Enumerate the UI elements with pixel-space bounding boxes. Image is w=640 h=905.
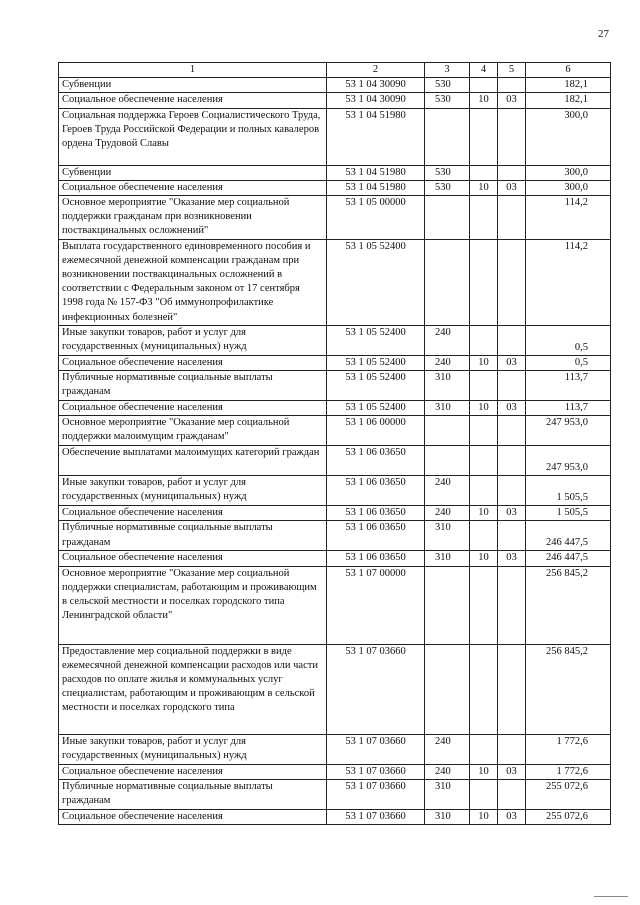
row-subsection	[498, 734, 526, 764]
row-code: 53 1 07 00000	[327, 566, 425, 644]
row-amount: 300,0	[526, 108, 611, 165]
row-subsection: 03	[498, 355, 526, 370]
row-subsection	[498, 325, 526, 355]
page-number: 27	[598, 28, 609, 40]
row-code: 53 1 05 52400	[327, 325, 425, 355]
table-row	[59, 108, 611, 165]
row-name: Субвенции	[59, 78, 327, 93]
row-amount: 255 072,6	[526, 779, 611, 809]
table-row	[59, 551, 611, 566]
row-subsection	[498, 521, 526, 551]
row-expense-type	[425, 644, 470, 734]
row-section	[470, 165, 498, 180]
row-name: Социальное обеспечение населения	[59, 506, 327, 521]
row-code: 53 1 07 03660	[327, 764, 425, 779]
row-code: 53 1 06 03650	[327, 506, 425, 521]
row-name: Обеспечение выплатами малоимущих категорий граждан	[59, 446, 327, 476]
table-row	[59, 809, 611, 824]
row-subsection: 03	[498, 180, 526, 195]
scan-edge-mark	[594, 896, 628, 897]
row-amount: 114,2	[526, 239, 611, 325]
row-name: Социальное обеспечение населения	[59, 551, 327, 566]
header-col-4: 4	[470, 63, 498, 78]
row-name: Субвенции	[59, 165, 327, 180]
row-amount: 0,5	[526, 325, 611, 355]
table-row	[59, 325, 611, 355]
row-name: Публичные нормативные социальные выплаты гражданам	[59, 521, 327, 551]
row-amount: 255 072,6	[526, 809, 611, 824]
row-name: Социальное обеспечение населения	[59, 764, 327, 779]
row-amount: 1 772,6	[526, 734, 611, 764]
row-code: 53 1 07 03660	[327, 644, 425, 734]
row-subsection	[498, 78, 526, 93]
row-expense-type: 310	[425, 521, 470, 551]
row-expense-type: 310	[425, 779, 470, 809]
row-subsection	[498, 196, 526, 240]
row-expense-type: 240	[425, 734, 470, 764]
row-subsection: 03	[498, 809, 526, 824]
row-code: 53 1 07 03660	[327, 809, 425, 824]
table-row	[59, 239, 611, 325]
row-subsection	[498, 644, 526, 734]
table-row	[59, 764, 611, 779]
table-row	[59, 165, 611, 180]
row-expense-type: 310	[425, 371, 470, 401]
row-amount: 300,0	[526, 180, 611, 195]
header-col-5: 5	[498, 63, 526, 78]
row-section	[470, 476, 498, 506]
row-code: 53 1 05 52400	[327, 355, 425, 370]
row-section	[470, 78, 498, 93]
row-expense-type: 240	[425, 476, 470, 506]
row-code: 53 1 04 51980	[327, 180, 425, 195]
row-section: 10	[470, 93, 498, 108]
row-code: 53 1 05 52400	[327, 239, 425, 325]
row-name: Социальное обеспечение населения	[59, 355, 327, 370]
row-code: 53 1 06 00000	[327, 416, 425, 446]
row-expense-type	[425, 108, 470, 165]
table-row	[59, 401, 611, 416]
row-section: 10	[470, 506, 498, 521]
row-name: Предоставление мер социальной поддержки в виде ежемесячной денежной компенсации расходов или части расходов по оплате жилья и коммунальных услуг специалистам, работающим и проживающим в сельской местности и поселках городского типа	[59, 644, 327, 734]
row-code: 53 1 04 51980	[327, 108, 425, 165]
row-amount: 246 447,5	[526, 551, 611, 566]
row-section	[470, 521, 498, 551]
row-amount: 0,5	[526, 355, 611, 370]
row-section	[470, 644, 498, 734]
row-code: 53 1 07 03660	[327, 734, 425, 764]
row-section: 10	[470, 401, 498, 416]
table-row	[59, 196, 611, 240]
row-subsection	[498, 239, 526, 325]
row-subsection	[498, 446, 526, 476]
row-subsection	[498, 371, 526, 401]
row-expense-type	[425, 196, 470, 240]
row-section	[470, 779, 498, 809]
row-code: 53 1 05 52400	[327, 371, 425, 401]
row-name: Социальное обеспечение населения	[59, 401, 327, 416]
table-row	[59, 779, 611, 809]
row-code: 53 1 05 00000	[327, 196, 425, 240]
table-row	[59, 371, 611, 401]
row-code: 53 1 06 03650	[327, 446, 425, 476]
header-col-3: 3	[425, 63, 470, 78]
row-section	[470, 371, 498, 401]
row-subsection	[498, 416, 526, 446]
row-subsection: 03	[498, 401, 526, 416]
row-section	[470, 196, 498, 240]
row-amount: 256 845,2	[526, 644, 611, 734]
row-section: 10	[470, 764, 498, 779]
row-expense-type: 310	[425, 809, 470, 824]
row-amount: 300,0	[526, 165, 611, 180]
header-row	[59, 63, 611, 78]
table-row	[59, 78, 611, 93]
row-subsection	[498, 108, 526, 165]
row-code: 53 1 06 03650	[327, 476, 425, 506]
table-row	[59, 476, 611, 506]
row-code: 53 1 04 30090	[327, 78, 425, 93]
row-name: Основное мероприятие "Оказание мер социальной поддержки гражданам при возникновении поствакцинальных осложнений"	[59, 196, 327, 240]
row-name: Социальное обеспечение населения	[59, 809, 327, 824]
row-expense-type: 530	[425, 78, 470, 93]
row-amount: 1 505,5	[526, 506, 611, 521]
row-expense-type	[425, 566, 470, 644]
row-code: 53 1 04 51980	[327, 165, 425, 180]
row-expense-type: 240	[425, 764, 470, 779]
row-section: 10	[470, 809, 498, 824]
table-row	[59, 506, 611, 521]
row-subsection	[498, 165, 526, 180]
row-subsection: 03	[498, 551, 526, 566]
row-expense-type	[425, 416, 470, 446]
row-amount: 256 845,2	[526, 566, 611, 644]
row-amount: 1 505,5	[526, 476, 611, 506]
row-name: Социальное обеспечение населения	[59, 180, 327, 195]
row-expense-type: 530	[425, 93, 470, 108]
row-section	[470, 734, 498, 764]
table-row	[59, 446, 611, 476]
row-subsection	[498, 476, 526, 506]
row-section	[470, 416, 498, 446]
header-col-2: 2	[327, 63, 425, 78]
row-amount: 247 953,0	[526, 416, 611, 446]
row-code: 53 1 06 03650	[327, 521, 425, 551]
row-name: Публичные нормативные социальные выплаты гражданам	[59, 779, 327, 809]
table-row	[59, 93, 611, 108]
row-code: 53 1 07 03660	[327, 779, 425, 809]
row-subsection: 03	[498, 93, 526, 108]
row-name: Социальная поддержка Героев Социалистического Труда, Героев Труда Российской Федерации и полных кавалеров ордена Трудовой Славы	[59, 108, 327, 165]
row-expense-type	[425, 239, 470, 325]
row-section	[470, 446, 498, 476]
row-name: Иные закупки товаров, работ и услуг для государственных (муниципальных) нужд	[59, 476, 327, 506]
row-amount: 114,2	[526, 196, 611, 240]
row-subsection	[498, 566, 526, 644]
row-subsection: 03	[498, 506, 526, 521]
row-name: Публичные нормативные социальные выплаты гражданам	[59, 371, 327, 401]
row-expense-type	[425, 446, 470, 476]
row-section: 10	[470, 180, 498, 195]
row-section	[470, 566, 498, 644]
row-section	[470, 325, 498, 355]
row-amount: 113,7	[526, 371, 611, 401]
row-expense-type: 240	[425, 325, 470, 355]
table-header	[59, 63, 611, 78]
row-section: 10	[470, 551, 498, 566]
table-row	[59, 416, 611, 446]
row-amount: 113,7	[526, 401, 611, 416]
table-row	[59, 734, 611, 764]
row-name: Социальное обеспечение населения	[59, 93, 327, 108]
row-name: Иные закупки товаров, работ и услуг для государственных (муниципальных) нужд	[59, 325, 327, 355]
row-name: Основное мероприятие "Оказание мер социальной поддержки специалистам, работающим и проживающим в сельской местности и поселках городского типа Ленинградской области"	[59, 566, 327, 644]
row-code: 53 1 04 30090	[327, 93, 425, 108]
row-expense-type: 310	[425, 401, 470, 416]
row-amount: 247 953,0	[526, 446, 611, 476]
row-name: Основное мероприятие "Оказание мер социальной поддержки малоимущим гражданам"	[59, 416, 327, 446]
header-col-6: 6	[526, 63, 611, 78]
row-subsection: 03	[498, 764, 526, 779]
table-row	[59, 355, 611, 370]
row-section	[470, 108, 498, 165]
row-name: Иные закупки товаров, работ и услуг для государственных (муниципальных) нужд	[59, 734, 327, 764]
header-col-1: 1	[59, 63, 327, 78]
row-expense-type: 530	[425, 165, 470, 180]
table-row	[59, 566, 611, 644]
row-amount: 246 447,5	[526, 521, 611, 551]
row-code: 53 1 06 03650	[327, 551, 425, 566]
row-subsection	[498, 779, 526, 809]
row-amount: 182,1	[526, 93, 611, 108]
row-name: Выплата государственного единовременного пособия и ежемесячной денежной компенсации гражданам при возникновении поствакцинальных осложнений в соответствии с Федеральным законом от 17 сентября 1998 года № 157-ФЗ "Об иммунопрофилактике инфекционных болезней"	[59, 239, 327, 325]
row-expense-type: 240	[425, 355, 470, 370]
table-row	[59, 180, 611, 195]
table-row	[59, 521, 611, 551]
table-row	[59, 644, 611, 734]
row-code: 53 1 05 52400	[327, 401, 425, 416]
row-section: 10	[470, 355, 498, 370]
row-expense-type: 240	[425, 506, 470, 521]
row-expense-type: 310	[425, 551, 470, 566]
row-expense-type: 530	[425, 180, 470, 195]
budget-table	[58, 62, 611, 825]
row-section	[470, 239, 498, 325]
row-amount: 182,1	[526, 78, 611, 93]
row-amount: 1 772,6	[526, 764, 611, 779]
